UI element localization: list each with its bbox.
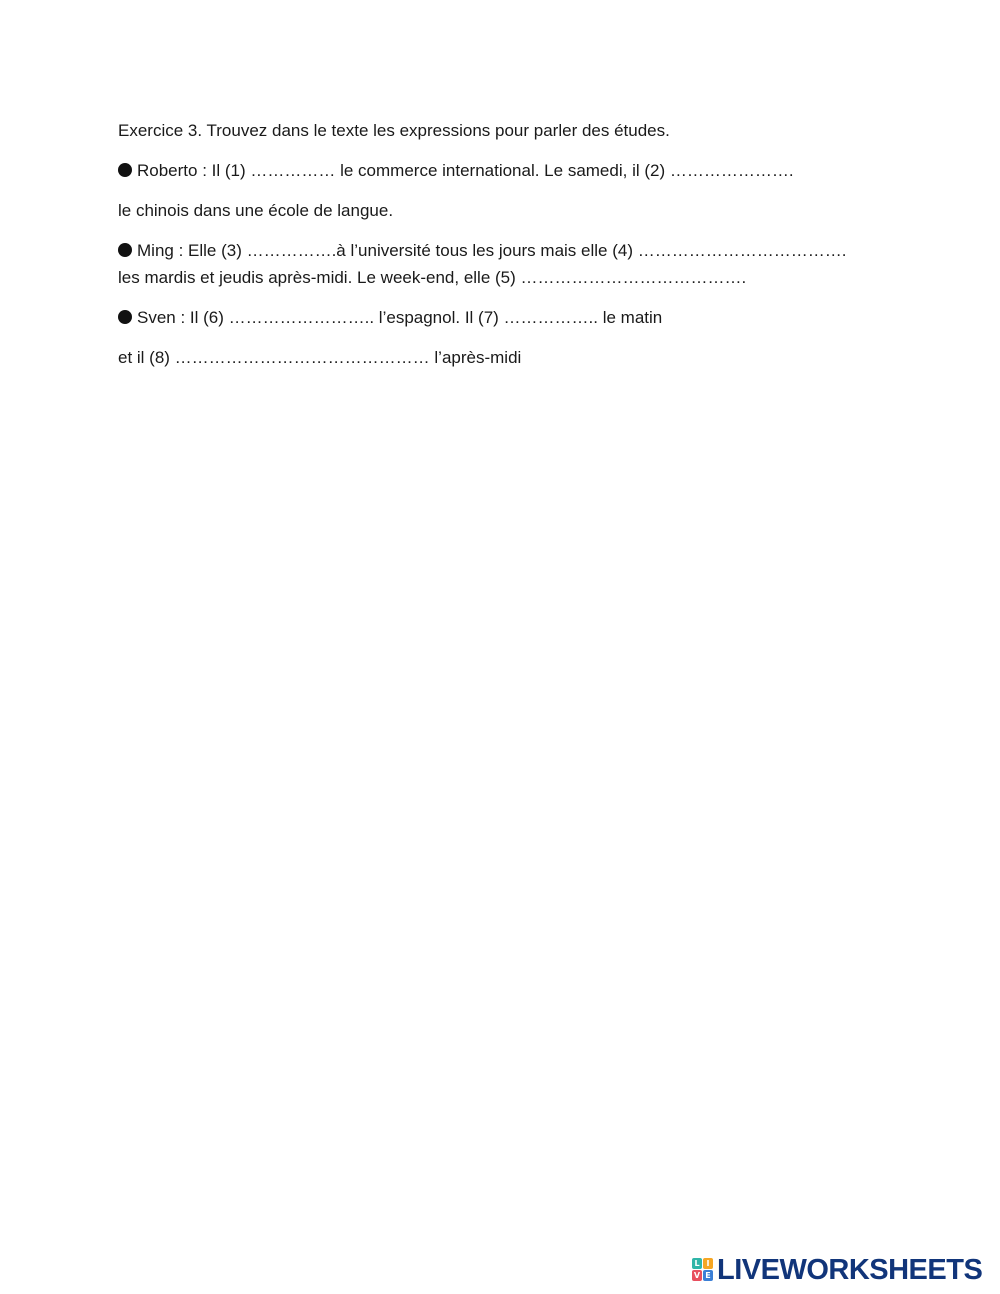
logo-mark-letter: L: [692, 1258, 702, 1269]
logo-mark-letter: V: [693, 1271, 701, 1280]
logo-mark-letter: E: [703, 1270, 713, 1281]
logo-mark-icon: [692, 1258, 714, 1282]
logo-text: LIVEWORKSHEETS: [717, 1254, 983, 1286]
sven-line-2: et il (8) ……………………………………… l’après-midi: [118, 348, 522, 367]
exercise-title: Exercice 3. Trouvez dans le texte les expressions pour parler des études.: [118, 121, 670, 140]
exercise-block: [118, 117, 898, 371]
liveworksheets-logo: [692, 1255, 982, 1285]
sven-line-1: [118, 304, 898, 331]
roberto-line-2: le chinois dans une école de langue.: [118, 201, 394, 220]
logo-mark-letter: I: [703, 1258, 713, 1269]
roberto-line-1: [118, 157, 898, 184]
ming-line-1: [118, 237, 898, 264]
ming-line-2: les mardis et jeudis après-midi. Le week-end, elle (5) ………………………………….: [118, 268, 747, 287]
bullet-icon: [118, 243, 132, 257]
roberto-text-1: Roberto : Il (1) …………… le commerce international. Le samedi, il (2) ………………….: [137, 161, 794, 180]
bullet-icon: [118, 163, 132, 177]
ming-text-1: Ming : Elle (3) …………….à l’université tous les jours mais elle (4) ……………………………….: [137, 241, 847, 260]
bullet-icon: [118, 310, 132, 324]
sven-text-1: Sven : Il (6) …………………….. l’espagnol. Il (7) …………….. le matin: [137, 308, 663, 327]
